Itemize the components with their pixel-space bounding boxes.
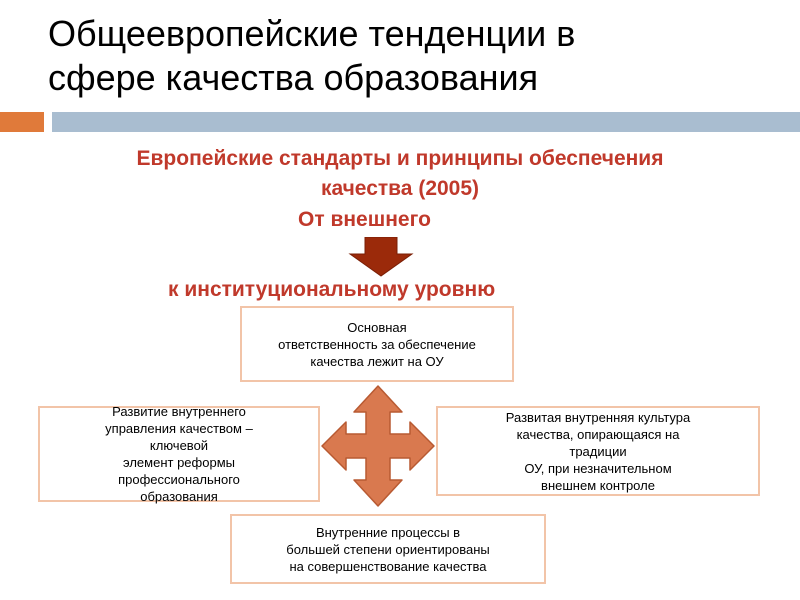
box-right-line: ОУ, при незначительном [524, 460, 672, 476]
box-internal-management [38, 406, 320, 502]
box-left-line: Развитие внутреннего [112, 404, 246, 419]
box-left-line: элемент реформы [123, 455, 235, 470]
box-right-line: внешнем контроле [541, 477, 655, 493]
slide-title [48, 12, 788, 100]
subtitle [20, 144, 780, 204]
to-institutional-label: к институциональному уровню [168, 278, 496, 301]
box-bottom-line: большей степени ориентированы [286, 541, 490, 557]
box-quality-culture [436, 406, 760, 496]
title-line-1: Общеевропейские тенденции в [48, 13, 576, 54]
box-left-line: образования [140, 489, 218, 504]
box-right-line: Развитая внутренняя культура [505, 409, 691, 425]
down-arrow-icon [348, 237, 414, 277]
box-top-line: качества лежит на ОУ [310, 353, 444, 369]
box-internal-processes [230, 514, 546, 584]
box-left-line: профессионального [118, 472, 240, 487]
box-right-line: качества, опирающаяся на [516, 426, 680, 442]
box-bottom-line: Внутренние процессы в [315, 524, 461, 540]
box-left-line: ключевой [149, 438, 209, 453]
four-way-arrow-shape [322, 386, 434, 506]
box-top-line: Основная [347, 319, 407, 335]
from-external-label: От внешнего [298, 208, 431, 231]
four-way-arrow-icon [320, 384, 436, 508]
title-accent-bar [0, 112, 44, 132]
subtitle-line-2: качества (2005) [320, 177, 480, 200]
box-responsibility [240, 306, 514, 382]
down-arrow-shape [350, 237, 412, 276]
subtitle-line-1: Европейские стандарты и принципы обеспечения [136, 147, 664, 170]
title-rule-bar [52, 112, 800, 132]
box-bottom-line: на совершенствование качества [289, 558, 487, 574]
box-top-line: ответственность за обеспечение [278, 336, 476, 352]
box-right-line: традиции [569, 443, 627, 459]
box-left-line: управления качеством – [105, 421, 253, 436]
title-line-2: сфере качества образования [48, 57, 539, 98]
